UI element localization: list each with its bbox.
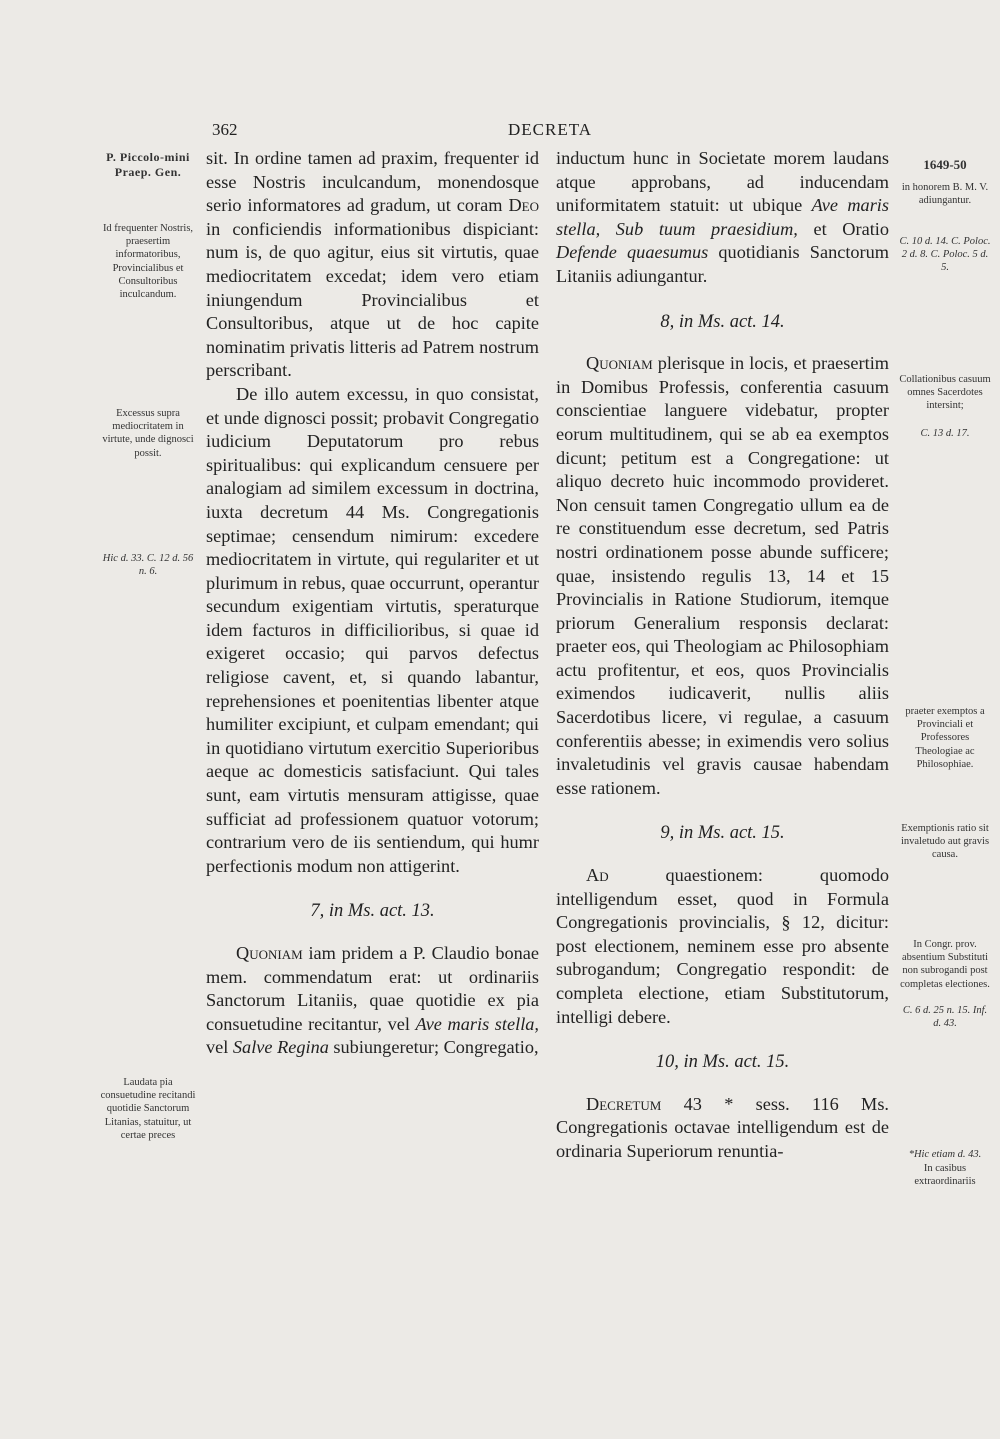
margin-author: P. Piccolo-mini Praep. Gen. xyxy=(106,150,190,179)
text-run: et Oratio xyxy=(797,218,889,239)
text-run: Salve Regina xyxy=(232,1037,329,1058)
paragraph: De illo autem excessu, in quo consistat, et unde dignosci possit; probavit Congregatio iudicium Deputatorum pro rebus spiritualibus: qui explicandum censuere per analogiam ad similem excessum in doctrina, iuxta decretum 44 Ms. Congregationis septimae; censendum nimirum: excedere mediocritatem in virtute, qui regulariter et ut plurimum in rebus, quae occurrunt, operantur secundum exigentiam virtutis, speraturque idem facturos in difficilioribus, si quae id exigeret occasio; qui parvos defectus religiose cavent, et, si quando labantur, reprehensiones et poenitentias libenter atque humiliter excipiunt, et culpam emendant; qui in quotidiano virtutum exercitio Superioribus aeque ac domesticis satisfaciunt. Qui tales sunt, eam virtutis mensuram attigisse, quae sufficiat ad professionem quatuor votorum; contrarium vero de iis sentiendum, qui humr perfectionis modum non attigerint. xyxy=(206,383,539,876)
margin-note-exempti: praeter exemptos a Provinciali et Professores Theologiae ac Philosophiae. xyxy=(905,706,985,770)
margin-ref-substituti: C. 6 d. 25 n. 15. Inf. d. 43. xyxy=(902,1005,988,1030)
text-run: vel xyxy=(206,1037,233,1058)
running-title: DECRETA xyxy=(508,120,593,139)
text-run: plerisque in locis, et praesertim in Domibus Professis, conferentia casuum conscientiae languere videbatur, propter eorum multitudinem, qui se ab ea exemptos dicunt; petitum est a Congregatione: ut aliquo decreto huic incommodo provideret. Non censuit tamen Congregatio ullum ea de re constituendum esse decretum, sed Patris nostri ordinationem posse abunde sufficere; quae, insistendo regulis 13, 14 et 15 Provincialis in Ratione Studiorum, itemque priorum Generalium responsis declarat: praeter eos, qui Theologiam ac Philosophiam actu profitentur, et eos, quos Provincialis eximendos iudicaverit, nullis aliis Sacerdotibus licere, vi regulae, a casuum conferentiis abesse; in eximendis vero solius invaletudinis vel gravis causae habendam esse rationem. xyxy=(556,353,889,798)
text-run: Quoniam xyxy=(236,943,303,963)
text-run: Decretum xyxy=(586,1093,662,1114)
margin-note-exemptionis: Exemptionis ratio sit invaletudo aut gravis causa. xyxy=(900,823,990,861)
text-run: subiungeretur; Congregatio, xyxy=(328,1037,539,1058)
margin-note-informatores: Id frequenter Nostris, praesertim informatoribus, Provincialibus et Consultoribus inculcandum. xyxy=(102,223,194,301)
text-run: in conficiendis informationibus dispiciant: num is, de quo agitur, eius sit virtutis, quae mediocritatem excedat; idem vero etiam iniungendum Provincialibus et Consultoribus, atque ut de hoc capite nominatim privatis litteris ad Patrem nostrum perscribant. xyxy=(206,218,539,381)
text-run: quotidianis Sanctorum Litaniis adiungantur. xyxy=(556,242,889,286)
text-column-right xyxy=(556,147,889,1164)
section-heading-7: 7, in Ms. act. 13. xyxy=(310,901,435,922)
section-heading-8: 8, in Ms. act. 14. xyxy=(660,311,785,332)
margin-ref-excessus: Hic d. 33. C. 12 d. 56 n. 6. xyxy=(102,553,194,578)
text-run: Defende quaesumus xyxy=(556,242,709,263)
paragraph xyxy=(206,147,539,383)
margin-note-substituti: In Congr. prov. absentium Substituti non subrogandi post completas electiones. xyxy=(900,939,990,990)
text-run: quaestionem: quomodo intelligendum esset, quod in Formula Congregationis provincialis, § 12, dicitur: post electionem, neminem esse pro absente subrogandum; Congregatio respondit: de completa electione, etiam Substitutorum, intelligi debere. xyxy=(556,865,889,1027)
margin-ref-bmv: C. 10 d. 14. C. Poloc. 2 d. 8. C. Poloc. 5 d. 5. xyxy=(899,236,991,274)
margin-note-collationes: Collationibus casuum omnes Sacerdotes intersint; xyxy=(899,374,991,412)
text-run: Quoniam xyxy=(586,353,653,374)
margin-year: 1649-50 xyxy=(923,157,967,172)
margin-note-excessus: Excessus supra mediocritatem in virtute, unde dignosci possit. xyxy=(102,408,194,459)
margin-ref-collationes: C. 13 d. 17. xyxy=(920,428,970,439)
text-run: inductum hunc in Societate morem laudans atque approbans, ad inducendam uniformitatem statuit: ut ubique xyxy=(556,148,889,216)
text-run: Ave maris stella, Sub tuum praesidium, xyxy=(556,195,890,239)
text-run: sit. In ordine tamen ad praxim, frequenter id esse Nostris inculcandum, monendosque serio informatores ad gradum, ut coram xyxy=(206,148,539,216)
section-heading-10: 10, in Ms. act. 15. xyxy=(655,1052,790,1073)
paragraph xyxy=(556,864,889,1029)
page-number: 362 xyxy=(212,120,238,139)
margin-ref-hic-etiam: *Hic etiam d. 43. xyxy=(908,1149,982,1160)
text-run: 43 * sess. 116 Ms. Congregationis octavae intelligendum est de ordinaria Superiorum renuntia- xyxy=(556,1093,889,1161)
page-header xyxy=(208,120,888,144)
margin-note-extraordinariis: In casibus extraordinariis xyxy=(914,1163,976,1188)
margin-note-litaniae: Laudata pia consuetudine recitandi quotidie Sanctorum Litanias, statuitur, ut certae preces xyxy=(100,1077,196,1141)
text-run: Deo xyxy=(508,195,539,216)
text-run: iam pridem a P. Claudio bonae mem. commendatum erat: ut ordinariis Sanctorum Litaniis, quae quotidie ex pia consuetudine recitantur, vel xyxy=(206,943,539,1034)
text-run: Ave maris stella, xyxy=(415,1013,539,1034)
paragraph xyxy=(206,942,539,1060)
text-run: Ad xyxy=(586,865,609,886)
margin-note-bmv: in honorem B. M. V. adiungantur. xyxy=(901,182,989,207)
paragraph xyxy=(556,352,889,800)
paragraph xyxy=(556,147,889,289)
paragraph xyxy=(556,1093,889,1164)
text-column-left xyxy=(206,147,539,1060)
section-heading-9: 9, in Ms. act. 15. xyxy=(660,823,785,844)
